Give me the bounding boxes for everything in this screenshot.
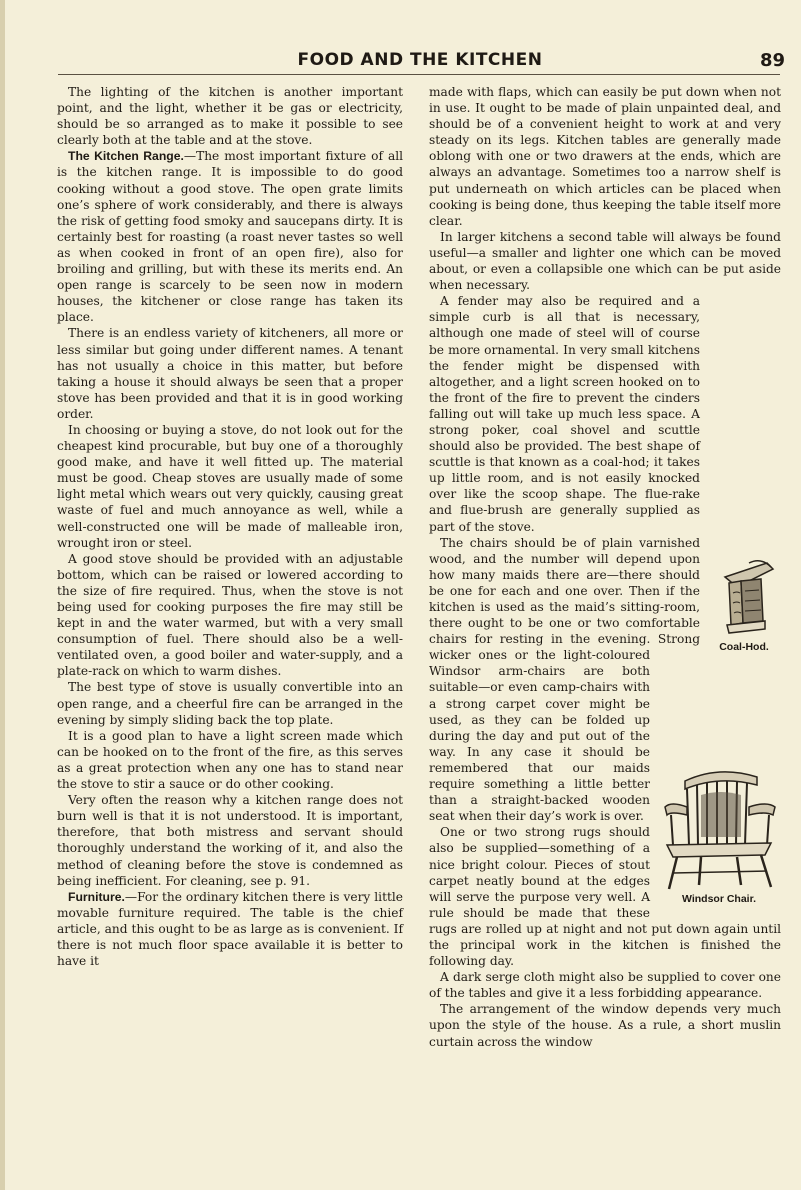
paragraph: One or two strong rugs should also be supplied—something of a nice bright colour. Pieces of stout carpet neatly bound at the edges will serve the purpose very well. A rule should be made that these rugs are rolled up at night and not put down again until the principal work in the kitchen is finished the following day. (429, 825, 781, 969)
windsor-chair-illustration (657, 767, 781, 893)
paragraph-text: In choosing or buying a stove, do not look out for the cheapest kind procurable, but buy one of a thoroughly good make, and have it well fitted up. The material must be good. Cheap stoves are usually made of some light metal which wears out very quickly, causing great waste of fuel and much annoyance as well, while a well-constructed one will be made of malleable iron, wrought iron or steel. (57, 422, 403, 550)
windsor-chair-figure (657, 767, 781, 905)
paragraph: The arrangement of the window depends very much upon the style of the house. As a rule, a short muslin curtain across the window (429, 1002, 781, 1049)
page-edge (0, 0, 5, 1190)
paragraph: A fender may also be required and a simple curb is all that is necessary, although one made of steel will of course be more ornamental. In very small kitchens the fender might be dispensed with altogether, and a light screen hooked on to the front of the fire to prevent the cinders falling out will take up much less space. A strong poker, coal shovel and scuttle should also be provided. The best shape of scuttle is that known as a coal-hod; it takes up little room, and is not easily knocked over like the scoop shape. The flue-rake and flue-brush are generally supplied as part of the stove. (429, 294, 700, 534)
coal-hod-figure (707, 557, 781, 653)
paragraph: The chairs should be of plain varnished wood, and the number will depend upon how many maids there are—there should be one for each and one over. Then if the kitchen is used as the maid’s sitting-room, there ought to be one or two comfortable chairs for resting in the evening. Strong wicker ones or the light-coloured Windsor arm-chairs are both suitable—or even camp-chairs with a strong carpet cover might be used, as they can be folded up during the day and put out of the way. In any case it should be remembered that our maids require something a little better than a straight-backed wooden seat when their day’s work is over. (429, 535, 700, 824)
paragraph-text: —For the ordinary kitchen there is very little movable furniture required. The table is the chief article, and this ought to be as large as is convenient. If there is not much floor space available it is better to have it (57, 889, 403, 969)
paragraph (57, 325, 403, 422)
paragraph-text: Very often the reason why a kitchen range does not burn well is that it is not understood. It is important, therefore, that both mistress and servant should thoroughly understand the working of it, and also the method of cleaning before the stove is condemned as being inefficient. For cleaning, see p. 91. (57, 793, 403, 888)
coal-hod-illustration (707, 557, 781, 641)
paragraph (57, 84, 403, 148)
section-heading-furniture: Furniture. (68, 889, 125, 904)
paragraph (57, 792, 403, 889)
paragraph (57, 728, 403, 792)
paragraph (57, 148, 403, 325)
paragraph (57, 889, 403, 969)
header-rule (58, 74, 780, 75)
windsor-chair-caption: Windsor Chair. (682, 893, 756, 906)
paragraph-text: A good stove should be provided with an adjustable bottom, which can be raised or lowered according to the size of fire required. Thus, when the stove is not being used for cooking purposes the fire may still be kept in and the water warmed, but with a very small consumption of fuel. There should also be a well-ventilated oven, a good boiler and water-supply, and a plate-rack on which to warm dishes. (57, 551, 403, 679)
paragraph: In larger kitchens a second table will always be found useful—a smaller and lighter one which can be moved about, or even a collapsible one which can be put aside when necessary. (429, 229, 781, 293)
page-number: 89 (759, 50, 785, 71)
paragraph: A dark serge cloth might also be supplied to cover one of the tables and give it a less forbidding appearance. (429, 970, 781, 1001)
paragraph-text: —The most important fixture of all is the kitchen range. It is impossible to do good cooking without a good stove. The open grate limits one’s sphere of work considerably, and there is always the risk of getting food smoky and saucepans dirty. It is certainly best for roasting (a roast never tastes so well as when cooked in front of an open fire), also for broiling and grilling, but with these its merits end. An open range is scarcely to be seen now in modern houses, the kitchener or close range has taken its place. (57, 149, 404, 325)
paragraph-text: The lighting of the kitchen is another important point, and the light, whether it be gas or electricity, should be so arranged as to make it possible to see clearly both at the table and at the stove. (57, 85, 403, 148)
paragraph (57, 422, 403, 551)
paragraph (57, 551, 403, 680)
paragraph-text: There is an endless variety of kitcheners, all more or less similar but going under different names. A tenant has not usually a choice in this matter, but before taking a house it should always be seen that a proper stove has been provided and that it is in good working order. (57, 326, 403, 421)
section-heading-kitchen-range: The Kitchen Range. (68, 149, 184, 164)
paragraph (57, 679, 403, 727)
paragraph: made with flaps, which can easily be put down when not in use. It ought to be made of plain unpainted deal, and should be of a convenient height to work at and very steady on its legs. Kitchen tables are generally made oblong with one or two drawers at the ends, which are always an advantage. Sometimes too a narrow shelf is put underneath on which articles can be placed when cooking is being done, thus keeping the table itself more clear. (429, 85, 781, 228)
running-title: FOOD AND THE KITCHEN (297, 50, 543, 70)
coal-hod-caption: Coal-Hod. (719, 641, 769, 654)
right-column (429, 84, 781, 1050)
left-column (57, 84, 403, 969)
paragraph-text: It is a good plan to have a light screen made which can be hooked on to the front of the fire, as this serves as a great protection when any one has to stand near the stove to stir a sauce or do other cooking. (57, 728, 403, 792)
paragraph-text: The best type of stove is usually convertible into an open range, and a cheerful fire can be arranged in the evening by simply sliding back the top plate. (57, 680, 403, 727)
running-head (55, 50, 785, 72)
